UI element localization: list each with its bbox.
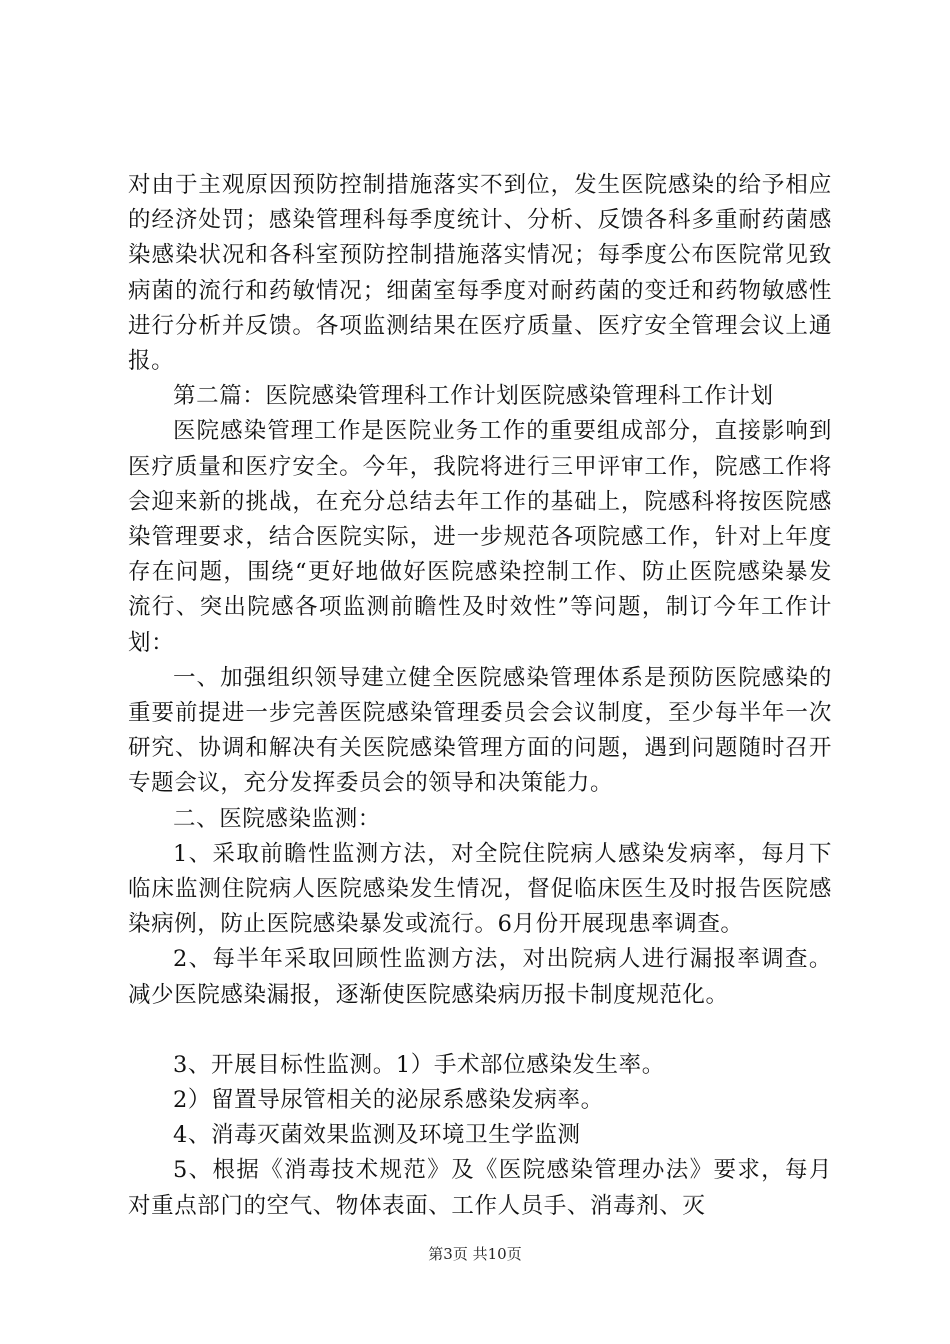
document-body [128,168,832,1224]
paragraph-monitoring-3: 3、开展目标性监测。1）手术部位感染发生率。 [173,1051,665,1078]
page-footer [0,1244,950,1264]
paragraph-monitoring-1: 1、采取前瞻性监测方法，对全院住院病人感染发病率，每月下临床监测住院病人医院感染发生情况，督促临床医生及时报告医院感染病例，防止医院感染暴发或流行。6月份开展现患率调查。 [128,840,832,938]
section-heading: 第二篇：医院感染管理科工作计划医院感染管理科工作计划 [173,383,774,410]
paragraph-intro: 医院感染管理工作是医院业务工作的重要组成部分，直接影响到医疗质量和医疗安全。今年，我院将进行三甲评审工作，院感工作将会迎来新的挑战，在充分总结去年工作的基础上，院感科将按医院感染管理要求，结合医院实际，进一步规范各项院感工作，针对上年度存在问题，围绕“更好地做好医院感染控制工作、防止医院感染暴发流行、突出院感各项监测前瞻性及时效性”等问题，制订今年工作计划： [128,418,832,656]
page-number: 第3页 共10页 [428,1245,522,1263]
paragraph-item-2-heading: 二、医院感染监测： [173,805,381,832]
paragraph-monitoring-4: 4、消毒灭菌效果监测及环境卫生学监测 [173,1122,581,1149]
paragraph-monitoring-5: 5、根据《消毒技术规范》及《医院感染管理办法》要求，每月对重点部门的空气、物体表面、工作人员手、消毒剂、灭 [128,1157,832,1219]
paragraph-monitoring-2: 2、每半年采取回顾性监测方法，对出院病人进行漏报率调查。减少医院感染漏报，逐渐使医院感染病历报卡制度规范化。 [128,946,832,1008]
paragraph-item-1: 一、加强组织领导建立健全医院感染管理体系是预防医院感染的重要前提进一步完善医院感染管理委员会会议制度，至少每半年一次研究、协调和解决有关医院感染管理方面的问题，遇到问题随时召开专题会议，充分发挥委员会的领导和决策能力。 [128,664,832,797]
paragraph-continuation: 对由于主观原因预防控制措施落实不到位，发生医院感染的给予相应的经济处罚；感染管理科每季度统计、分析、反馈各科多重耐药菌感染感染状况和各科室预防控制措施落实情况；每季度公布医院常见致病菌的流行和药敏情况；细菌室每季度对耐药菌的变迁和药物敏感性进行分析并反馈。各项监测结果在医疗质量、医疗安全管理会议上通报。 [128,172,832,375]
paragraph-monitoring-3-sub: 2）留置导尿管相关的泌尿系感染发病率。 [173,1087,604,1114]
